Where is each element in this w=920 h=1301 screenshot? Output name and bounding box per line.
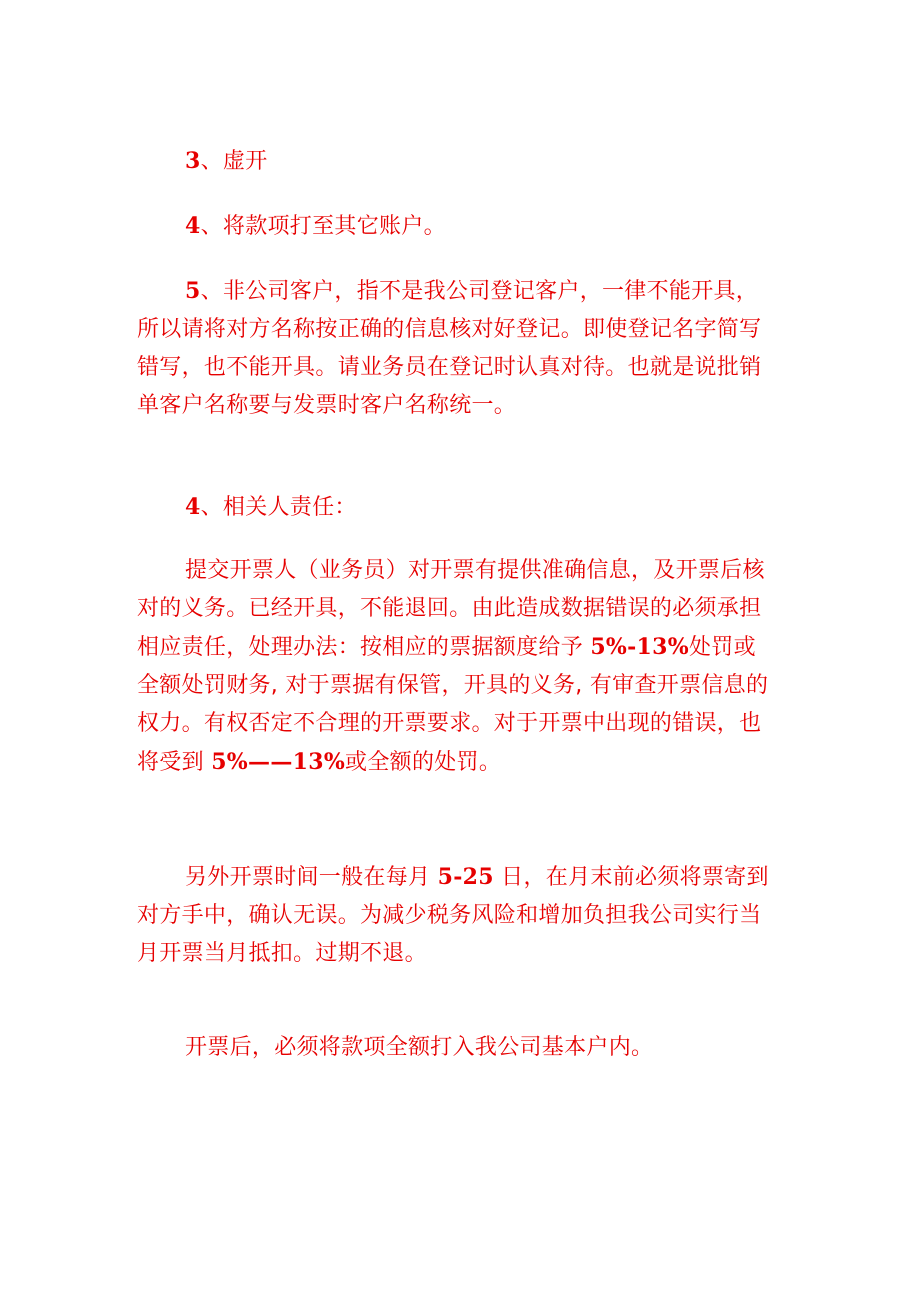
text-line: 5、非公司客户，指不是我公司登记客户，一律不能开具， [185,278,759,304]
date-range: 5-25 [437,864,494,890]
paragraph-text: 、虚开 [200,149,268,174]
paragraph-payment [137,1029,787,1067]
item-number: 5 [185,278,201,304]
text-line: 将受到 5%——13%或全额的处罚。 [137,749,502,775]
penalty-range: 5%——13% [211,749,346,775]
text-line: 对方手中，确认无误。为减少税务风险和增加负担我公司实行当 [137,903,762,928]
paragraph-item-3 [137,142,787,181]
text-line: 权力。有权否定不合理的开票要求。对于开票中出现的错误，也 [137,711,762,736]
text-line: 相应责任，处理办法：按相应的票据额度给予 5%-13%处罚或 [137,634,756,660]
text-line: 对的义务。已经开具，不能退回。由此造成数据错误的必须承担 [137,596,762,621]
paragraph-item-4a [137,207,787,246]
paragraph-item-4b [137,488,787,527]
text-line: 单客户名称要与发票时客户名称统一。 [137,393,517,418]
paragraph-text: 开票后，必须将款项全额打入我公司基本户内。 [185,1035,654,1060]
item-number: 3 [185,148,201,174]
paragraph-text: 、相关人责任： [200,495,357,520]
penalty-range: 5%-13% [590,634,689,660]
text-line: 错写，也不能开具。请业务员在登记时认真对待。也就是说批销 [137,355,762,380]
paragraph-text: 、将款项打至其它账户。 [200,214,446,239]
text-line: 月开票当月抵扣。过期不退。 [137,941,427,966]
paragraph-item-5 [137,272,787,425]
item-number: 4 [185,213,201,239]
item-number: 4 [185,494,201,520]
text-line: 提交开票人（业务员）对开票有提供准确信息，及开票后核 [185,558,765,583]
text-line: 所以请将对方名称按正确的信息核对好登记。即使登记名字简写 [137,317,762,342]
paragraph-invoice-timing [137,858,787,973]
paragraph-responsibility [137,552,787,782]
text-line: 全额处罚财务, 对于票据有保管，开具的义务, 有审查开票信息的 [137,673,769,698]
text-line: 另外开票时间一般在每月 5-25 日，在月末前必须将票寄到 [185,864,769,890]
